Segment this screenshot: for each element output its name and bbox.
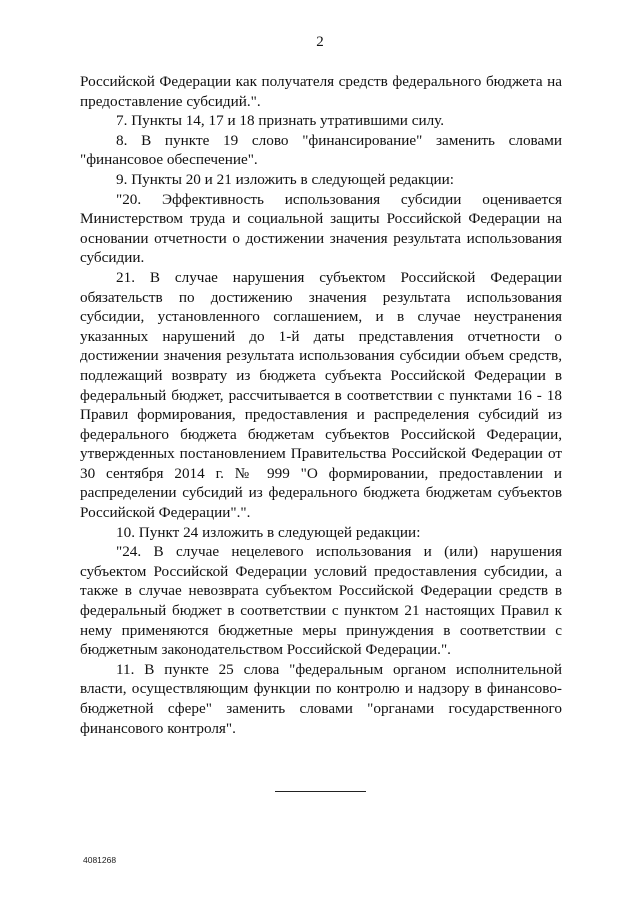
paragraph-item-11: 11. В пункте 25 слова "федеральным органом исполнительной власти, осуществляющим функции по контролю и надзору в финансово-бюджетной сфере" заменить словами "органами государственного финансового контроля". bbox=[80, 660, 562, 737]
paragraph-point-21: 21. В случае нарушения субъектом Российской Федерации обязательств по достижению значения результата использования субсидии, установленного соглашением, и в случае неустранения указанных нарушений до 1-й даты представления отчетности о достижении значения результата использования субсидии объем средств, подлежащий возврату из бюджета субъекта Российской Федерации в федеральный бюджет, рассчитывается в соответствии с пунктами 16 - 18 Правил формирования, предоставления и распределения субсидий из федерального бюджета бюджетам субъектов Российской Федерации, утвержденных постановлением Правительства Российской Федерации от 30 сентября 2014 г. № 999 "О формировании, предоставлении и распределении субсидий из федерального бюджета бюджетам субъектов Российской Федерации".". bbox=[80, 268, 562, 522]
end-separator-line bbox=[275, 791, 366, 792]
paragraph-point-20: "20. Эффективность использования субсидии оценивается Министерством труда и социальной защиты Российской Федерации на основании отчетности о достижении значения результата использования субсидии. bbox=[80, 190, 562, 267]
document-body bbox=[80, 72, 562, 738]
page-number: 2 bbox=[316, 34, 324, 50]
document-code: 4081268 bbox=[83, 855, 117, 865]
paragraph-item-10: 10. Пункт 24 изложить в следующей редакции: bbox=[116, 523, 421, 541]
paragraph-point-24: "24. В случае нецелевого использования и (или) нарушения субъектом Российской Федерации условий предоставления субсидии, а также в случае невозврата субъектом Российской Федерации средств в федеральный бюджет в соответствии с пунктом 21 настоящих Правил к нему применяются бюджетные меры принуждения в соответствии с бюджетным законодательством Российской Федерации.". bbox=[80, 543, 562, 659]
paragraph-item-7: 7. Пункты 14, 17 и 18 признать утратившими силу. bbox=[116, 112, 445, 130]
paragraph-item-9: 9. Пункты 20 и 21 изложить в следующей редакции: bbox=[116, 170, 454, 188]
paragraph-continuation: Российской Федерации как получателя средств федерального бюджета на предоставление субсидий.". bbox=[80, 73, 562, 110]
paragraph-item-8: 8. В пункте 19 слово "финансирование" заменить словами "финансовое обеспечение". bbox=[80, 131, 562, 169]
